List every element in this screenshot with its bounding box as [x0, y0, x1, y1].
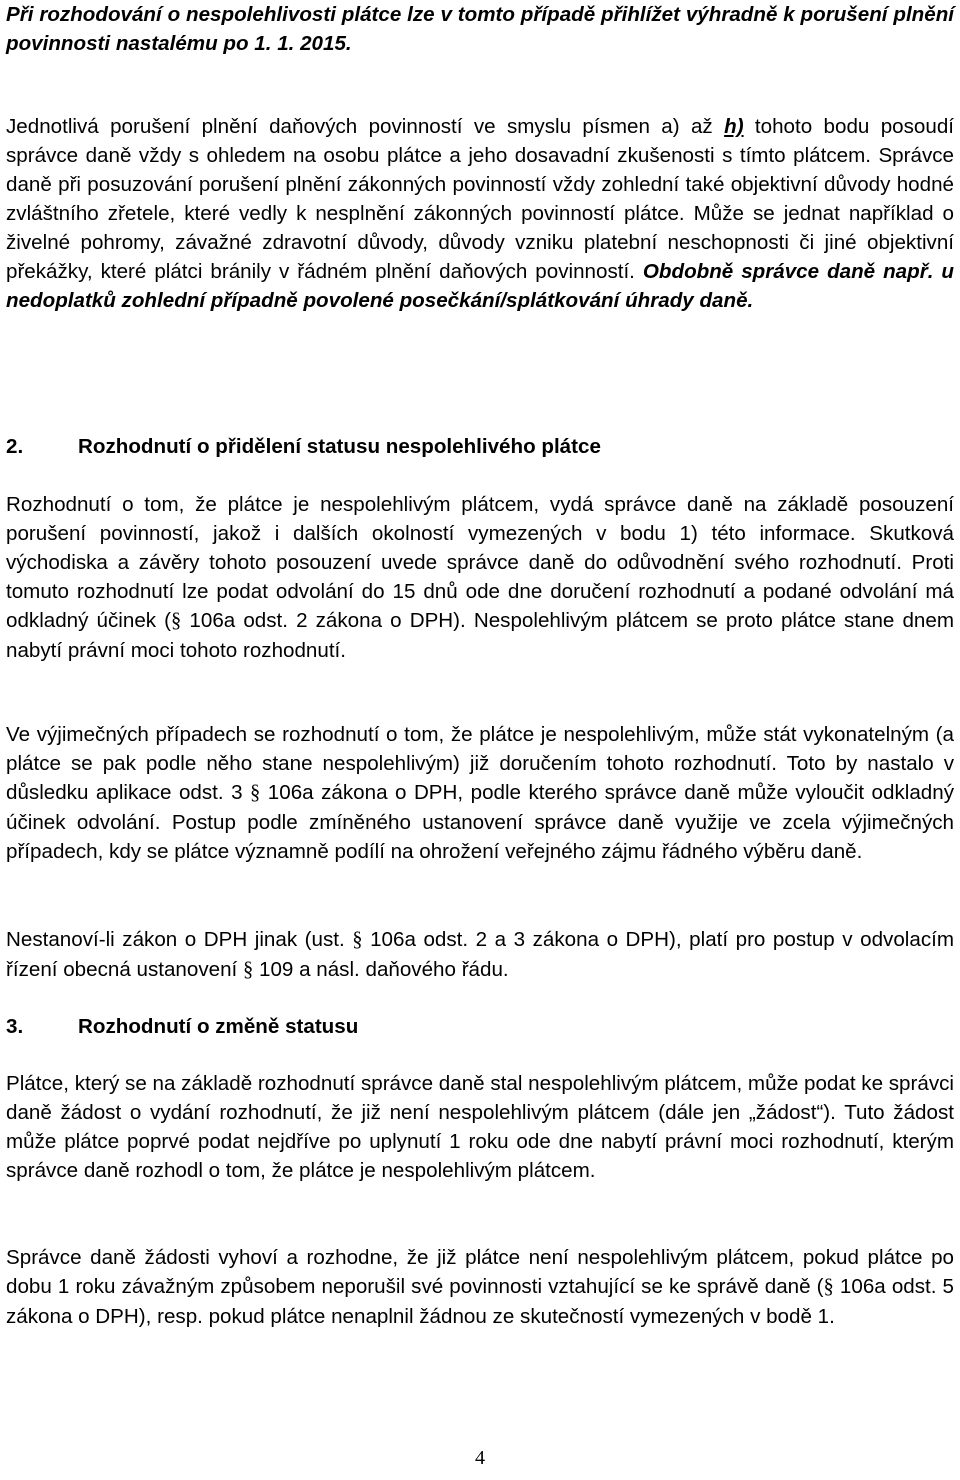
- section-heading-3: [6, 1012, 954, 1041]
- section-symbol: §: [171, 610, 182, 632]
- section-heading-2: [6, 432, 954, 461]
- paragraph-text: tohoto bodu posoudí správce daně vždy s ohledem na osobu plátce a jeho dosavadní zkušenosti s tímto plátcem. Správce daně při posuzování porušení plnění zákonných povinností vždy zohlední také objektivní důvody hodné zvláštního zřetele, které vedly k nesplnění zákonných povinností plátce. Může se jednat například o živelné pohromy, závažné zdravotní důvody, důvody vzniku platební neschopnosti či jiné objektivní překážky, které plátci bránily v řádném plnění daňových povinností.: [6, 115, 954, 283]
- paragraph-text: 109 a násl. daňového řádu.: [253, 958, 509, 981]
- section-number: 2.: [6, 435, 24, 458]
- paragraph-exceptional-cases: [6, 720, 954, 866]
- paragraph-appeal-procedure: [6, 925, 954, 985]
- paragraph-decision: [6, 490, 954, 665]
- paragraph-text: Rozhodnutí o tom, že plátce je nespolehlivým plátcem, vydá správce daně na základě posouzení porušení povinností, jakož i dalších okolností vymezených v bodu 1) této informace. Skutková východiska a závěry tohoto posouzení uvede správce daně do odůvodnění svého rozhodnutí. Proti tomuto rozhodnutí lze podat odvolání do 15 dnů ode dne doručení rozhodnutí a podané odvolání má odkladný účinek (: [6, 493, 954, 632]
- paragraph-text: Ve výjimečných případech se rozhodnutí o tom, že plátce je nespolehlivým, může stát vykonatelným (a plátce se pak podle něho stane nespolehlivým) již doručením tohoto rozhodnutí. Toto by nastalo v důsledku aplikace odst. 3: [6, 723, 954, 804]
- section-number: 3.: [6, 1015, 24, 1038]
- paragraph-text: 106a zákona o DPH, podle kterého správce daně může vyloučit odkladný účinek odvolání. Postup podle zmíněného ustanovení správce daně využije ve zcela výjimečných případech, kdy se plátce významně podílí na ohrožení veřejného zájmu řádného výběru daně.: [6, 781, 954, 863]
- intro-text: Při rozhodování o nespolehlivosti plátce lze v tomto případě přihlížet výhradně k porušení plnění povinnosti nastalému po 1. 1. 2015.: [6, 3, 954, 55]
- section-symbol: §: [823, 1276, 834, 1298]
- page-number: 4: [475, 1447, 485, 1469]
- section-symbol: §: [243, 959, 254, 981]
- paragraph-text: Nestanoví-li zákon o DPH jinak (ust.: [6, 928, 353, 951]
- paragraph-evaluation: [6, 112, 954, 315]
- section-symbol: §: [352, 929, 363, 951]
- paragraph-text: 106a odst. 2 zákona o DPH). Nespolehlivým plátcem se proto plátce stane dnem nabytí právní moci tohoto rozhodnutí.: [6, 609, 954, 662]
- paragraph-text: 106a odst. 2 a 3 zákona o DPH), platí pro postup v odvolacím řízení obecná ustanovení: [6, 928, 954, 981]
- intro-paragraph: [6, 0, 954, 58]
- emphasis-text: Obdobně správce daně např. u nedoplatků zohlední případně povolené posečkání/splátkování úhrady daně.: [6, 260, 955, 312]
- section-title: Rozhodnutí o změně statusu: [78, 1015, 359, 1038]
- paragraph-granting-request: [6, 1243, 954, 1331]
- paragraph-text: Plátce, který se na základě rozhodnutí správce daně stal nespolehlivým plátcem, může podat ke správci daně žádost o vydání rozhodnutí, že již není nespolehlivým plátcem (dále jen „žádost“). Tuto žádost může plátce poprvé podat nejdříve po uplynutí 1 roku ode dne nabytí právní moci rozhodnutí, kterým správce daně rozhodl o tom, že plátce je nespolehlivým plátcem.: [6, 1072, 954, 1182]
- paragraph-request: [6, 1069, 954, 1185]
- paragraph-text: Správce daně žádosti vyhoví a rozhodne, že již plátce není nespolehlivým plátcem, pokud plátce po dobu 1 roku závažným způsobem neporušil své povinnosti vztahující se ke správě daně (: [6, 1246, 954, 1298]
- paragraph-text: 106a odst. 5 zákona o DPH), resp. pokud plátce nenaplnil žádnou ze skutečností vymezených v bodě 1.: [6, 1275, 955, 1328]
- section-title: Rozhodnutí o přidělení statusu nespolehlivého plátce: [78, 435, 601, 458]
- letter-h-reference: h): [724, 115, 744, 138]
- paragraph-text: Jednotlivá porušení plnění daňových povinností ve smyslu písmen a) až: [6, 115, 725, 138]
- section-symbol: §: [250, 782, 261, 804]
